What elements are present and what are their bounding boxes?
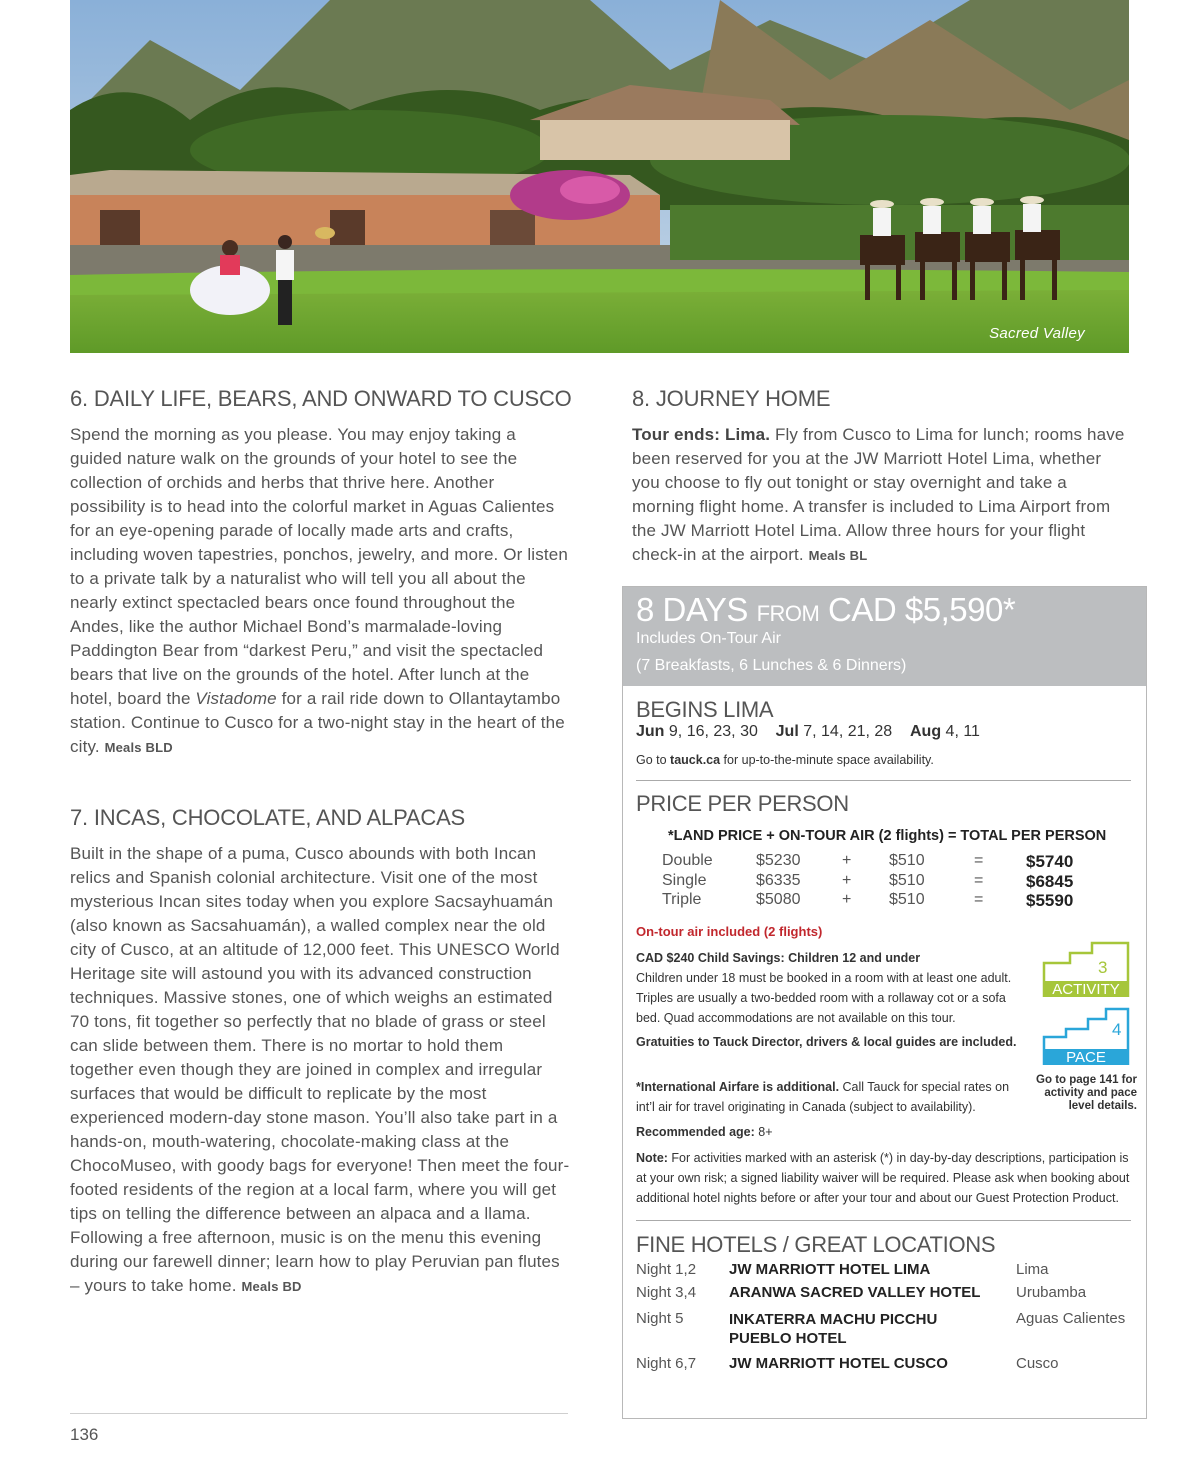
activities-note [636, 1148, 1131, 1208]
pace-level-icon [1042, 1005, 1130, 1067]
dates-month: Aug [909, 723, 942, 740]
hotel-name: JW MARRIOTT HOTEL LIMA [729, 1261, 931, 1278]
child-savings [636, 948, 1021, 1028]
price-title: PRICE PER PERSON [636, 791, 849, 816]
hotel-nights: Night 1,2 [636, 1261, 697, 1278]
dates-days: 7, 14, 21, 28 [803, 723, 893, 740]
child-savings-text: Children under 18 must be booked in a room with at least one adult. Triples are usually a two-bedded room with a rollaway cot or a sofa bed. Quad accommodations are not available on this tour. [636, 971, 1012, 1025]
hotel-nights: Night 3,4 [636, 1284, 697, 1301]
day8-text-body: Fly from Cusco to Lima for lunch; rooms have been reserved for you at the JW Marriott Hotel Lima, whether you choose to fly out tonight or stay overnight and take a morning flight home. A transfer is included to Lima Airport from the JW Marriott Hotel Lima. Allow three hours for your flight check-in at the airport. [632, 425, 1125, 564]
day6-title: 6. DAILY LIFE, BEARS, AND ONWARD TO CUSCO [70, 386, 572, 411]
plus-sign: + [842, 852, 852, 869]
equals-sign: = [974, 872, 984, 889]
hotel-name: JW MARRIOTT HOTEL CUSCO [729, 1355, 948, 1372]
day7-meals: Meals BD [241, 1279, 302, 1294]
total-price: $5590 [1026, 891, 1074, 910]
sacred-valley-photo [70, 0, 1129, 353]
begins-title: BEGINS LIMA [636, 697, 774, 722]
svg-text:PACE: PACE [1066, 1049, 1106, 1066]
room-type: Triple [662, 891, 702, 908]
day7-text-body: Built in the shape of a puma, Cusco abounds with both Incan relics and Spanish colonial architecture. Visit one of the most mysterious Incan sites today when you explore Sacsayhuamán (also known as Sacsahuamán), a walled complex near the old city of Cusco, at an altitude of 12,000 feet. This UNESCO World Heritage site will astound you with its advanced construction techniques. Massive stones, one of which weighs an estimated 70 tons, fit together so perfectly that no blade of grass or steel can slide between them. There is no mortar to hold them together even though they are joined in complex and irregular surfaces that would be difficult to replicate by the most experienced modern-day stone mason. You’ll also take part in a hands-on, mouth-watering, chocolate-making class at the ChocoMuseo, with goody bags for everyone! Then meet the four-footed residents of the region at a local farm, where you will get tips on telling the difference between an alpaca and a llama. Following a free afternoon, music is on the menu this evening during our farewell dinner; learn how to play Peruvian pan flutes – yours to take home. [70, 844, 570, 1295]
day7-title: 7. INCAS, CHOCOLATE, AND ALPACAS [70, 805, 466, 830]
photo-caption: Sacred Valley [989, 325, 1085, 342]
svg-text:4: 4 [1112, 1020, 1122, 1039]
child-savings-title: CAD $240 Child Savings: Children 12 and under [636, 951, 921, 965]
room-type: Double [662, 852, 713, 869]
tour-meals-summary: (7 Breakfasts, 6 Lunches & 6 Dinners) [636, 657, 907, 674]
day6-text-a: Spend the morning as you please. You may enjoy taking a guided nature walk on the grounds of your hotel to see the collection of orchids and herbs that thrive here. Another possibility is to head into the colorful market in Aguas Calientes for an eye-opening parade of locally made arts and crafts, including woven tapestries, ponchos, jewelry, and more. Or listen to a private talk by a naturalist who will tell you all about the nearly extinct spectacled bears once found throughout the Andes, like the author Michael Bond’s marmalade-loving Paddington Bear from “darkest Peru,” and visit the spectacled bears that live on the grounds of the hotel. After lunch at the hotel, board the [70, 425, 568, 708]
note-text: For activities marked with an asterisk (*) in day-by-day descriptions, participation is at your own risk; a signed liability waiver will be required. Please ask when booking about additional hotel nights before or after your tour and about our Guest Protection Product. [636, 1151, 1130, 1205]
day8-meals: Meals BL [808, 548, 868, 563]
land-price: $6335 [756, 872, 801, 889]
day6-text-b: for a rail ride down to Ollantaytambo station. Continue to Cusco for a two-night stay in the heart of the city. [70, 689, 565, 756]
tour-price: CAD $5,590* [828, 591, 1016, 628]
tour-info-box [622, 586, 1147, 1419]
availability-post: for up-to-the-minute space availability. [720, 753, 934, 767]
total-price: $5740 [1026, 852, 1074, 871]
age-label: Recommended age: [636, 1125, 755, 1139]
equals-sign: = [974, 891, 984, 908]
tour-from: FROM [756, 601, 820, 626]
page-footer-rule [70, 1413, 568, 1414]
svg-text:ACTIVITY: ACTIVITY [1052, 981, 1120, 998]
air-price: $510 [889, 852, 925, 869]
land-price: $5080 [756, 891, 801, 908]
airfare-bold: *International Airfare is additional. [636, 1080, 840, 1094]
airfare-text: Call Tauck for special rates on int’l air for travel originating in Canada (subject to availability). [636, 1080, 1010, 1114]
hotel-city: Cusco [1016, 1355, 1059, 1372]
divider [636, 1220, 1131, 1221]
land-price: $5230 [756, 852, 801, 869]
gratuities-note: Gratuities to Tauck Director, drivers & local guides are included. [636, 1035, 1017, 1049]
day8-lead: Tour ends: Lima. [632, 425, 771, 444]
price-header: *LAND PRICE + ON-TOUR AIR (2 flights) = TOTAL PER PERSON [668, 828, 1107, 844]
departure-dates [636, 723, 980, 741]
hotels-title: FINE HOTELS / GREAT LOCATIONS [636, 1232, 996, 1257]
page-number: 136 [70, 1425, 99, 1444]
hotel-city: Aguas Calientes [1016, 1310, 1126, 1327]
dates-days: 4, 11 [945, 723, 980, 740]
air-price: $510 [889, 891, 925, 908]
dates-month: Jul [775, 723, 799, 740]
day6-meals: Meals BLD [104, 740, 173, 755]
room-type: Single [662, 872, 707, 889]
day6-text [70, 423, 570, 760]
hotel-city: Urubamba [1016, 1284, 1087, 1301]
activity-level-icon [1042, 939, 1130, 999]
plus-sign: + [842, 872, 852, 889]
tour-headline [636, 591, 1015, 629]
day8-text [632, 423, 1132, 568]
hotel-nights: Night 5 [636, 1310, 684, 1327]
air-price: $510 [889, 872, 925, 889]
hotel-city: Lima [1016, 1261, 1049, 1278]
recommended-age [636, 1122, 773, 1142]
tauck-link[interactable]: tauck.ca [670, 753, 721, 767]
tour-includes: Includes On-Tour Air [636, 630, 781, 647]
divider [636, 780, 1131, 781]
availability-note [636, 753, 934, 767]
badge-note: Go to page 141 for activity and pace level details. [1036, 1074, 1137, 1112]
hero-photo [70, 0, 1129, 353]
day8-title: 8. JOURNEY HOME [632, 386, 831, 411]
hotel-name: ARANWA SACRED VALLEY HOTEL [729, 1284, 981, 1301]
note-label: Note: [636, 1151, 668, 1165]
svg-text:3: 3 [1098, 958, 1108, 977]
dates-month: Jun [636, 723, 665, 740]
total-price: $6845 [1026, 872, 1074, 891]
dates-days: 9, 16, 23, 30 [668, 723, 758, 740]
availability-pre: Go to [636, 753, 671, 767]
air-included-note: On-tour air included (2 flights) [636, 924, 823, 939]
tour-price-banner [623, 587, 1146, 686]
day6-vistadome: Vistadome [195, 689, 277, 708]
age-value: 8+ [754, 1125, 773, 1139]
plus-sign: + [842, 891, 852, 908]
tour-days: 8 DAYS [636, 591, 748, 628]
day7-text [70, 842, 570, 1299]
equals-sign: = [974, 852, 984, 869]
hotel-name: INKATERRA MACHU PICCHU PUEBLO HOTEL [729, 1311, 938, 1347]
airfare-note [636, 1077, 1021, 1117]
hotel-nights: Night 6,7 [636, 1355, 697, 1372]
